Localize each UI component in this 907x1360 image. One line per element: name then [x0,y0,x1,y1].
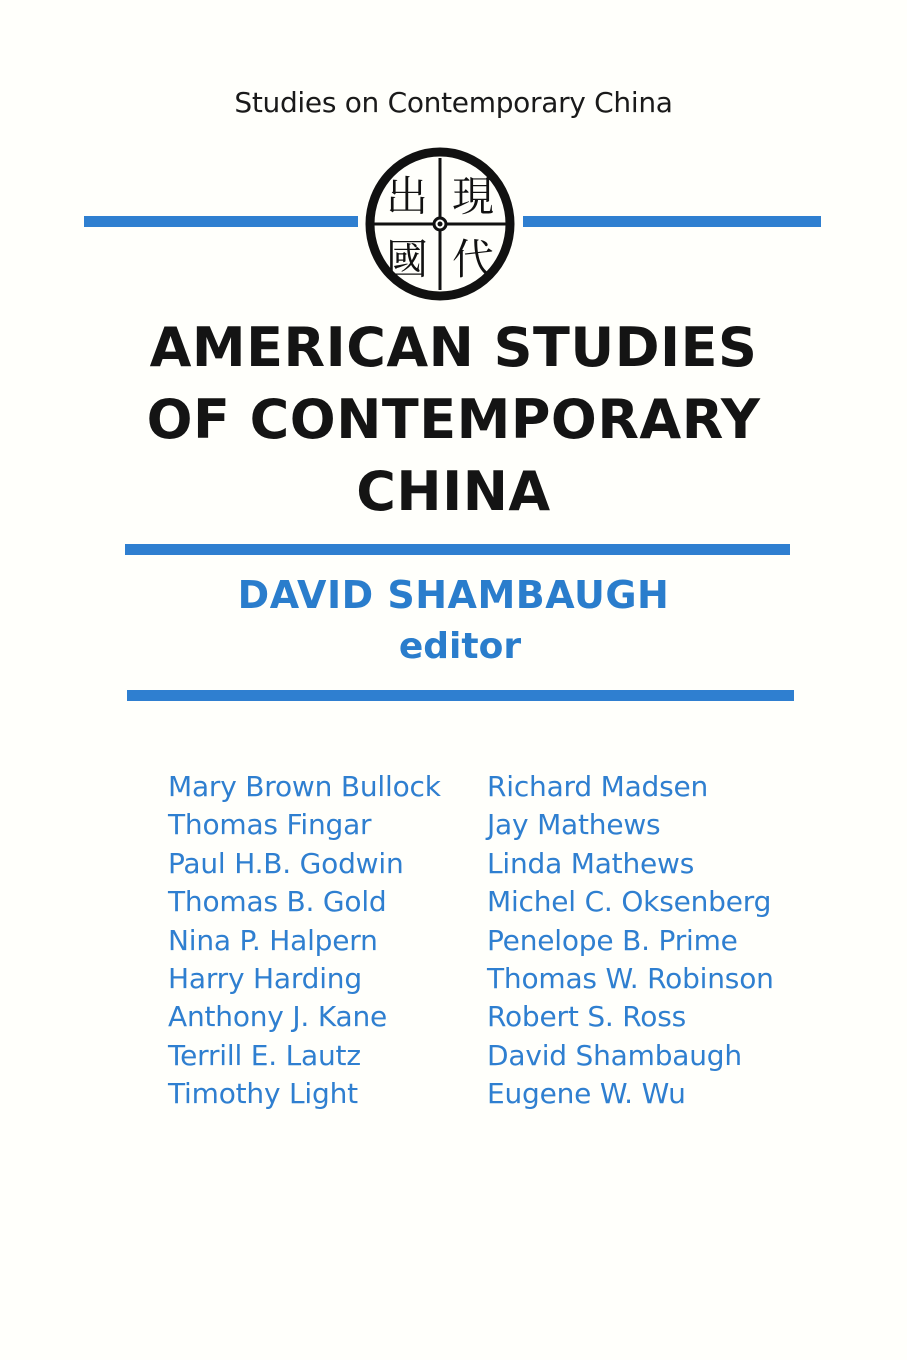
contributor-name: Timothy Light [168,1077,358,1111]
title-line-2: OF CONTEMPORARY [146,388,761,451]
contributor-name: Richard Madsen [487,770,709,803]
title-line-1: AMERICAN STUDIES [149,316,758,379]
contributor-name: Thomas B. Gold [168,885,387,919]
book-title [0,312,907,528]
editor-role: editor [398,626,522,667]
contributor-name: Thomas W. Robinson [487,962,774,996]
contributor-name: Nina P. Halpern [168,923,378,957]
seal-char-1: 出 [385,172,429,221]
contributors-right-column [487,768,774,1114]
contributor-name: Anthony J. Kane [168,1000,388,1034]
divider-middle [125,544,790,555]
contributor-name: Terrill E. Lautz [168,1038,361,1072]
series-title: Studies on Contemporary China [234,86,673,119]
contributors-left-column [168,768,441,1114]
contributor-name: Harry Harding [168,962,362,996]
contributor-name: David Shambaugh [487,1038,742,1072]
editor-name: DAVID SHAMBAUGH [237,573,670,617]
contributor-name: Linda Mathews [487,846,695,880]
divider-top-left [84,216,358,227]
contributor-name: Jay Mathews [487,808,661,842]
contributor-name: Mary Brown Bullock [168,770,441,803]
contributor-name: Thomas Fingar [168,808,372,842]
contributor-name: Robert S. Ross [487,1000,686,1034]
contributor-name: Eugene W. Wu [487,1077,686,1111]
contributor-name: Penelope B. Prime [487,923,738,957]
divider-top-right [523,216,821,227]
title-line-3: CHINA [356,460,551,523]
chinese-seal-icon [363,144,517,304]
divider-bottom [127,690,794,701]
seal-char-2: 現 [451,172,495,221]
contributor-name: Paul H.B. Godwin [168,846,404,880]
seal-char-4: 國 [385,235,429,284]
seal-char-3: 代 [451,235,495,284]
contributor-name: Michel C. Oksenberg [487,885,772,919]
